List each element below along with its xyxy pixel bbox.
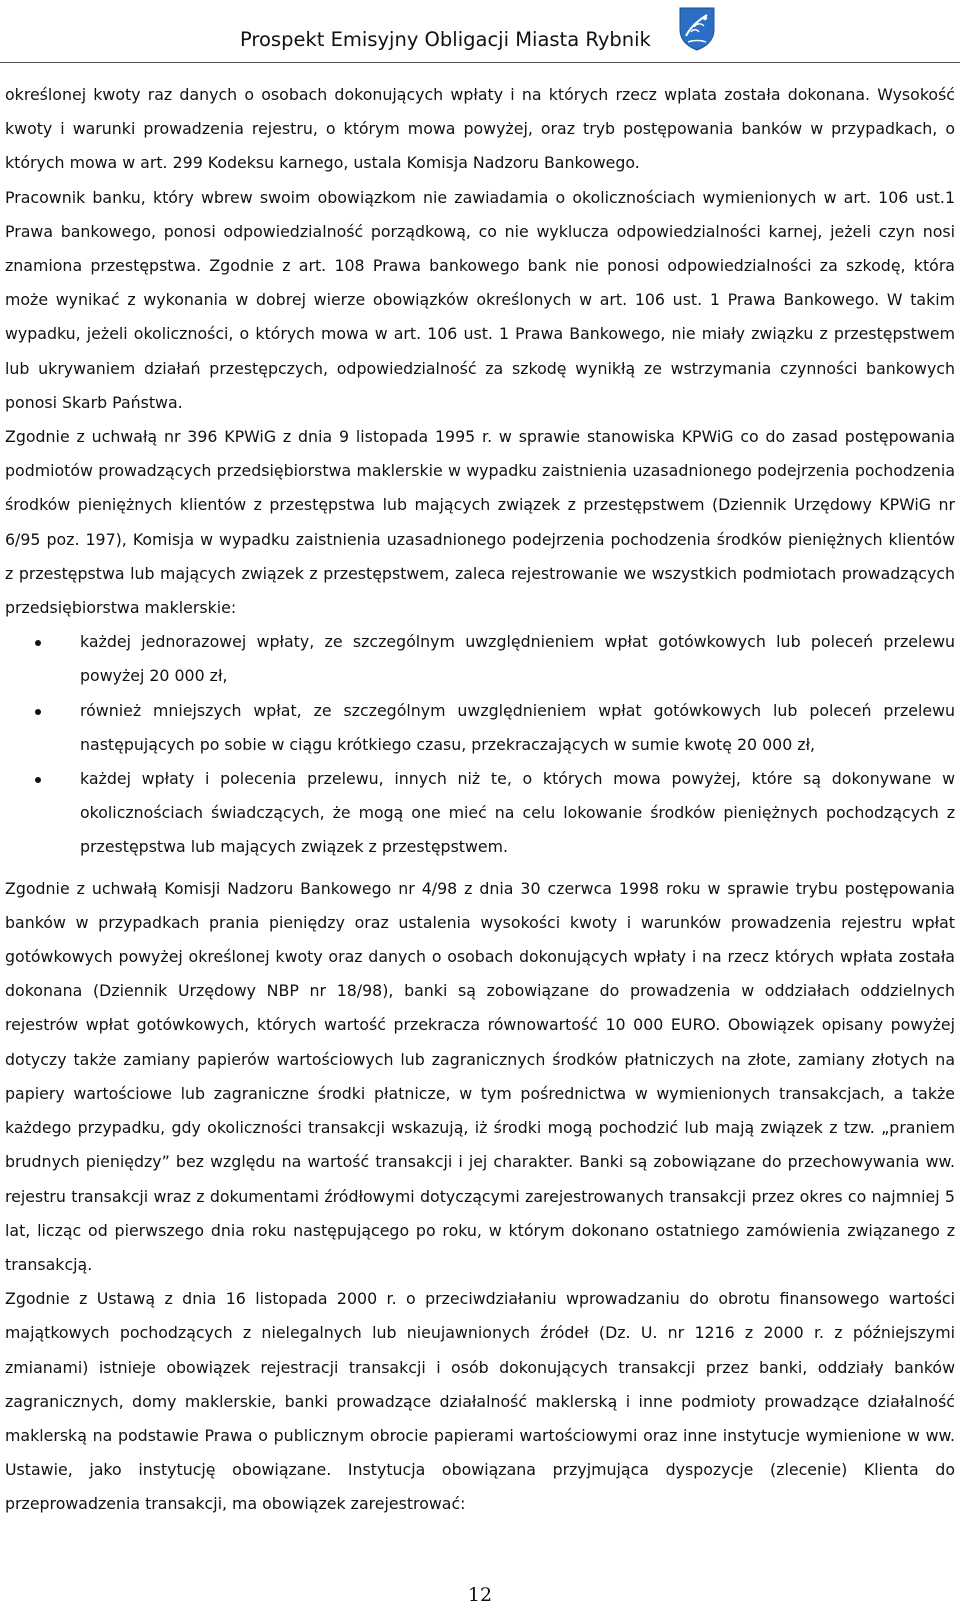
- bullet-icon: [35, 777, 41, 783]
- paragraph: Pracownik banku, który wbrew swoim obowiązkom nie zawiadamia o okolicznościach wymienionych w art. 106 ust.1 Prawa bankowego, ponosi odpowiedzialność porządkową, co nie wyklucza odpowiedzialności karnej, jeżeli czyn nosi znamiona przestępstwa. Zgodnie z art. 108 Prawa bankowego bank nie ponosi odpowiedzialności za szkodę, która może wynikać z wykonania w dobrej wierze obowiązków określonych w art. 106 ust. 1 Prawa Bankowego. W takim wypadku, jeżeli okoliczności, o których mowa w art. 106 ust. 1 Prawa Bankowego, nie miały związku z przestępstwem lub ukrywaniem działań przestępczych, odpowiedzialność za szkodę wynikłą ze wstrzymania czynności bankowych ponosi Skarb Państwa.: [5, 187, 955, 412]
- list-item-text: również mniejszych wpłat, ze szczególnym uwzględnieniem wpłat gotówkowych lub poleceń przelewu następujących po sobie w ciągu krótkiego czasu, przekraczających w sumie kwotę 20 000 zł,: [80, 700, 955, 754]
- header-divider: [0, 62, 960, 63]
- crest-shield: [680, 8, 714, 50]
- list-item: [5, 762, 955, 865]
- paragraph: Zgodnie z Ustawą z dnia 16 listopada 2000 r. o przeciwdziałaniu wprowadzaniu do obrotu finansowego wartości majątkowych pochodzących z nielegalnych lub nieujawnionych źródeł (Dz. U. nr 1216 z 2000 r. z późniejszymi zmianami) istnieje obowiązek rejestracji transakcji i osób dokonujących transakcji przez banki, oddziały banków zagranicznych, domy maklerskie, banki prowadzące działalność maklerską i inne podmioty prowadzące działalność maklerską na podstawie Prawa o publicznym obrocie papierami wartościowymi oraz inne instytucje wymienione w ww. Ustawie, jako instytucję obowiązane. Instytucja obowiązana przyjmująca dyspozycje (zlecenie) Klienta do przeprowadzenia transakcji, ma obowiązek zarejestrować:: [5, 1289, 955, 1514]
- paragraph: określonej kwoty raz danych o osobach dokonujących wpłaty i na których rzecz wplata została dokonana. Wysokość kwoty i warunki prowadzenia rejestru, o którym mowa powyżej, oraz tryb postępowania banków w przypadkach, o których mowa w art. 299 Kodeksu karnego, ustala Komisja Nadzoru Bankowego.: [5, 85, 955, 173]
- bullet-list: [5, 625, 955, 864]
- bullet-icon: [35, 709, 41, 715]
- page-header-title: Prospekt Emisyjny Obligacji Miasta Rybnik: [240, 28, 651, 51]
- paragraph: Zgodnie z uchwałą nr 396 KPWiG z dnia 9 listopada 1995 r. w sprawie stanowiska KPWiG co do zasad postępowania podmiotów prowadzących przedsiębiorstwa maklerskie w wypadku zaistnienia uzasadnionego podejrzenia pochodzenia środków pieniężnych klientów z przestępstwa lub mających związek z przestępstwem (Dziennik Urzędowy KPWiG nr 6/95 poz. 197), Komisja w wypadku zaistnienia uzasadnionego podejrzenia pochodzenia środków pieniężnych klientów z przestępstwa lub mających związek z przestępstwem, zaleca rejestrowanie we wszystkich podmiotach prowadzących przedsiębiorstwa maklerskie:: [5, 427, 955, 618]
- list-item: [5, 694, 955, 762]
- bullet-icon: [35, 640, 41, 646]
- paragraph: Zgodnie z uchwałą Komisji Nadzoru Bankowego nr 4/98 z dnia 30 czerwca 1998 roku w sprawie trybu postępowania banków w przypadkach prania pieniędzy oraz ustalenia wysokości kwoty i warunków prowadzenia rejestru wpłat gotówkowych powyżej określonej kwoty oraz danych o osobach dokonujących wpłaty i na rzecz których wpłata została dokonana (Dziennik Urzędowy NBP nr 18/98), banki są zobowiązane do prowadzenia w oddziałach oddzielnych rejestrów wpłat gotówkowych, których wartość przekracza równowartość 10 000 EURO. Obowiązek opisany powyżej dotyczy także zamiany papierów wartościowych lub zagranicznych środków płatniczych na złote, zamiany złotych na papiery wartościowe lub zagraniczne środki płatnicze, w tym pośrednictwa w wymienionych transakcjach, a także każdego przypadku, gdy okoliczności transakcji wskazują, iż środki mogą pochodzić lub mają związek z tzw. „praniem brudnych pieniędzy” bez względu na wartość transakcji i jej charakter. Banki są zobowiązane do przechowywania ww. rejestru transakcji wraz z dokumentami źródłowymi dotyczącymi zarejestrowanych transakcji przez okres co najmniej 5 lat, licząc od pierwszego dnia roku następującego po roku, w którym dokonano ostatniego zamówienia związanego z transakcją.: [5, 878, 955, 1274]
- document-body: [5, 78, 955, 1522]
- list-item-text: każdej jednorazowej wpłaty, ze szczególnym uwzględnieniem wpłat gotówkowych lub poleceń przelewu powyżej 20 000 zł,: [80, 632, 955, 686]
- list-item: [5, 625, 955, 693]
- city-crest-icon: [678, 6, 716, 52]
- page-number: 12: [467, 1584, 493, 1606]
- list-item-text: każdej wpłaty i polecenia przelewu, innych niż te, o których mowa powyżej, które są dokonywane w okolicznościach świadczących, że mogą one mieć na celu lokowanie środków pieniężnych pochodzących z przestępstwa lub mających związek z przestępstwem.: [80, 769, 955, 857]
